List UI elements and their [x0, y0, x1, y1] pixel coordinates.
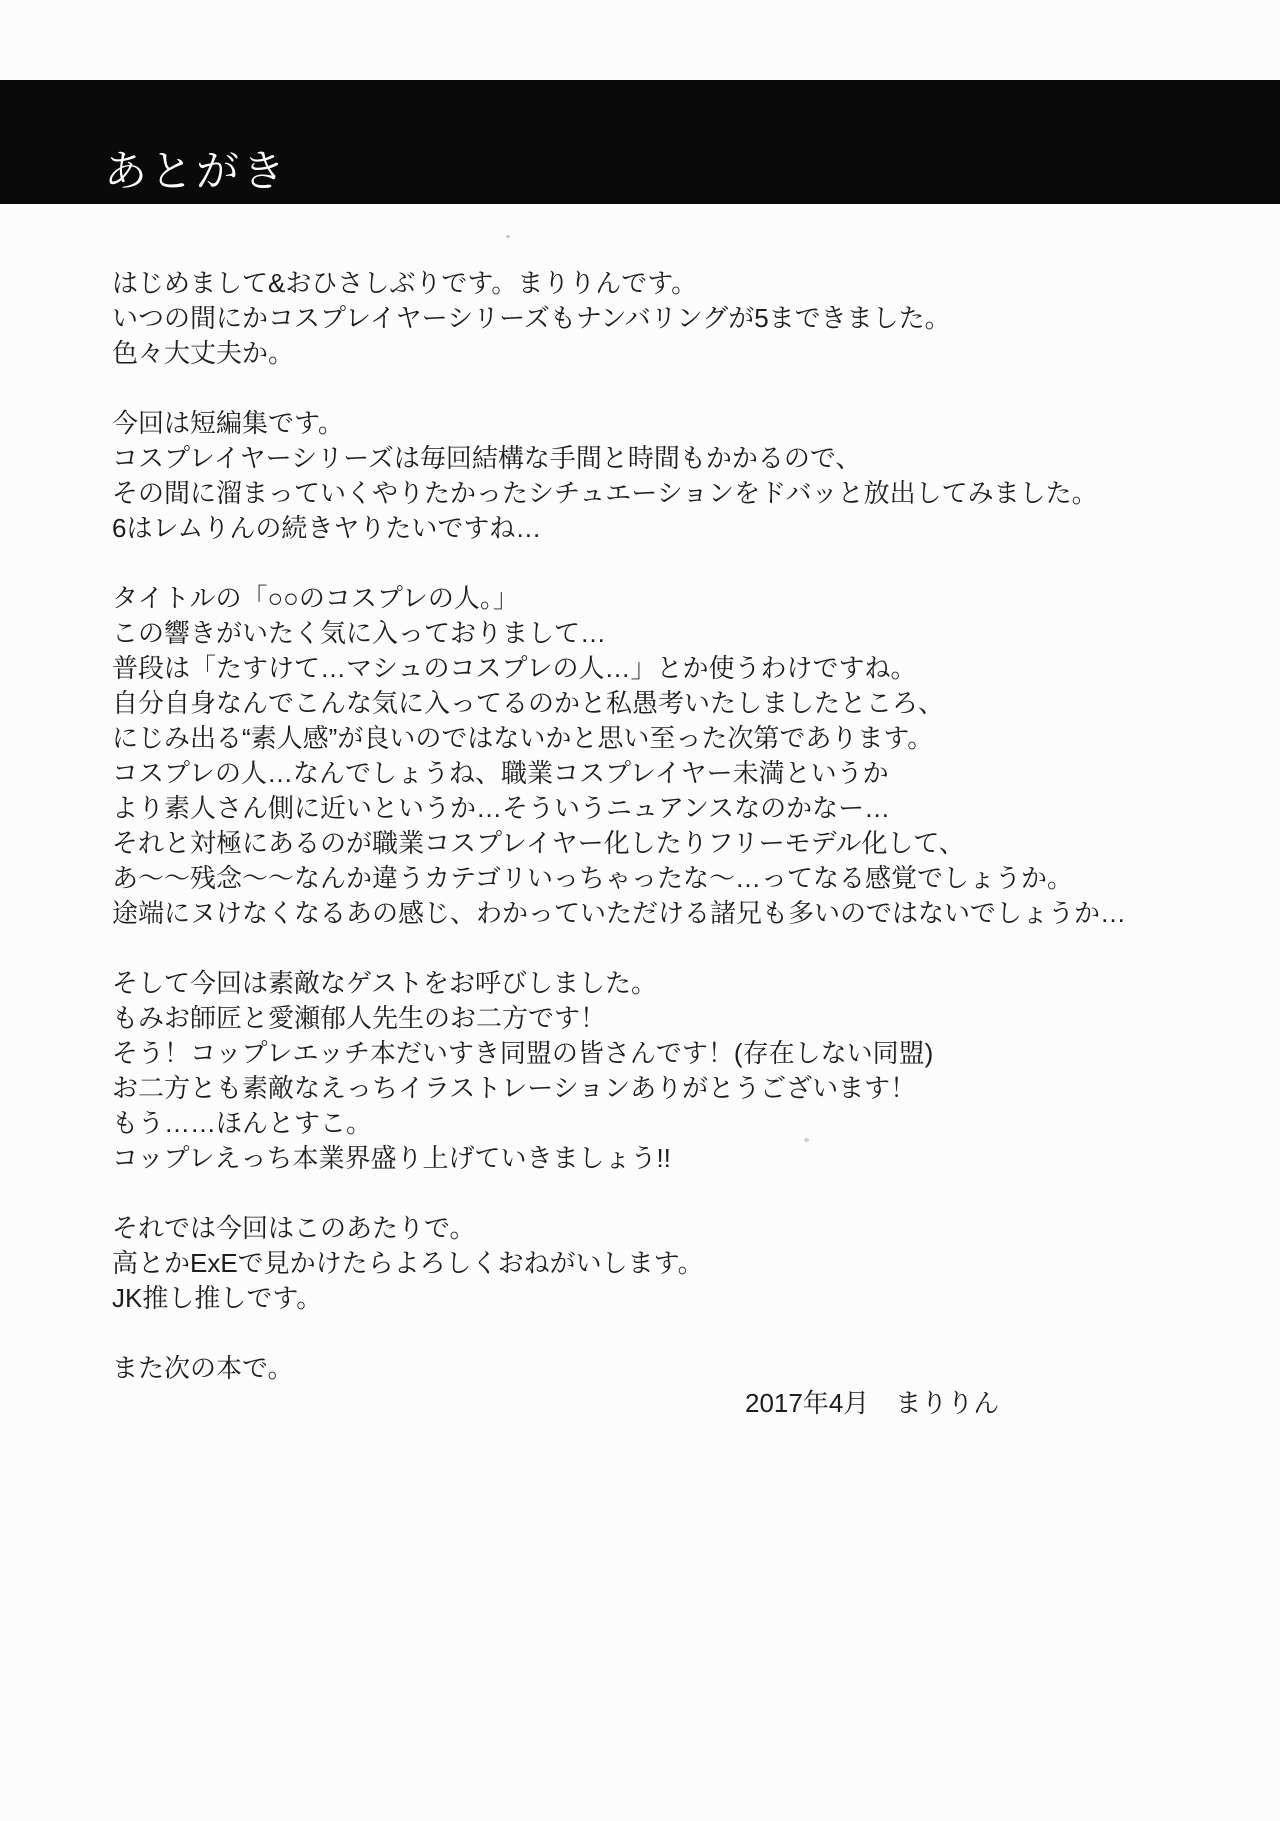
- paragraphs-container: [112, 266, 1222, 1386]
- text-line: いつの間にかコスプレイヤーシリーズもナンバリングが5まできました。: [112, 303, 951, 333]
- paragraph: [112, 1351, 1222, 1386]
- text-line: はじめまして&おひさしぶりです。まりりんです。: [112, 268, 698, 298]
- text-line: 今回は短編集です。: [112, 408, 344, 438]
- text-line: 色々大丈夫か。: [112, 338, 295, 368]
- paragraph: [112, 406, 1222, 546]
- text-line: お二方とも素敵なえっちイラストレーションありがとうございます！: [112, 1073, 917, 1103]
- text-line: 自分自身なんでこんな気に入ってるのかと私愚考いたしましたところ、: [112, 688, 945, 718]
- text-line: タイトルの「○○のコスプレの人。」: [112, 583, 519, 613]
- text-line: コスプレの人…なんでしょうね、職業コスプレイヤー未満というか: [112, 758, 889, 788]
- text-line: より素人さん側に近いというか…そういうニュアンスなのかなー…: [112, 793, 891, 823]
- text-line: その間に溜まっていくやりたかったシチュエーションをドバッと放出してみました。: [112, 478, 1098, 508]
- scan-speck: [804, 1138, 809, 1142]
- title-banner: [0, 80, 1280, 204]
- text-line: そして今回は素敵なゲストをお呼びしました。: [112, 968, 657, 998]
- text-line: もう……ほんとすこ。: [112, 1108, 373, 1138]
- text-line: また次の本で。: [112, 1353, 294, 1383]
- text-line: そう！コップレエッチ本だいすき同盟の皆さんです！(存在しない同盟): [112, 1038, 934, 1068]
- text-line: JK推し推しです。: [112, 1283, 323, 1313]
- signature-line: 2017年4月 まりりん: [745, 1388, 1000, 1418]
- scan-speck: [506, 235, 510, 238]
- paragraph: [112, 966, 1222, 1176]
- paragraph: [112, 1211, 1222, 1316]
- text-line: 高とかExEで見かけたらよろしくおねがいします。: [112, 1248, 704, 1278]
- body-text: [112, 266, 1222, 1421]
- text-line: コップレえっち本業界盛り上げていきましょう!!: [112, 1143, 671, 1173]
- text-line: それと対極にあるのが職業コスプレイヤー化したりフリーモデル化して、: [112, 828, 965, 858]
- text-line: それでは今回はこのあたりで。: [112, 1213, 476, 1243]
- text-line: もみお師匠と愛瀬郁人先生のお二方です！: [112, 1003, 607, 1033]
- text-line: 6はレムりんの続きヤりたいですね…: [112, 513, 542, 543]
- paragraph: [112, 266, 1222, 371]
- text-line: 途端にヌけなくなるあの感じ、わかっていただける諸兄も多いのではないでしょうか…: [112, 898, 1127, 928]
- text-line: この響きがいたく気に入っておりまして…: [112, 618, 607, 648]
- text-line: コスプレイヤーシリーズは毎回結構な手間と時間もかかるので、: [112, 443, 862, 473]
- page-title: あとがき: [104, 148, 288, 196]
- paragraph: [112, 581, 1222, 931]
- text-line: にじみ出る“素人感”が良いのではないかと思い至った次第であります。: [112, 723, 934, 753]
- text-line: あ～～残念～～なんか違うカテゴリいっちゃったな～…ってなる感覚でしょうか。: [112, 863, 1073, 893]
- text-line: 普段は「たすけて…マシュのコスプレの人…」とか使うわけですね。: [112, 653, 917, 683]
